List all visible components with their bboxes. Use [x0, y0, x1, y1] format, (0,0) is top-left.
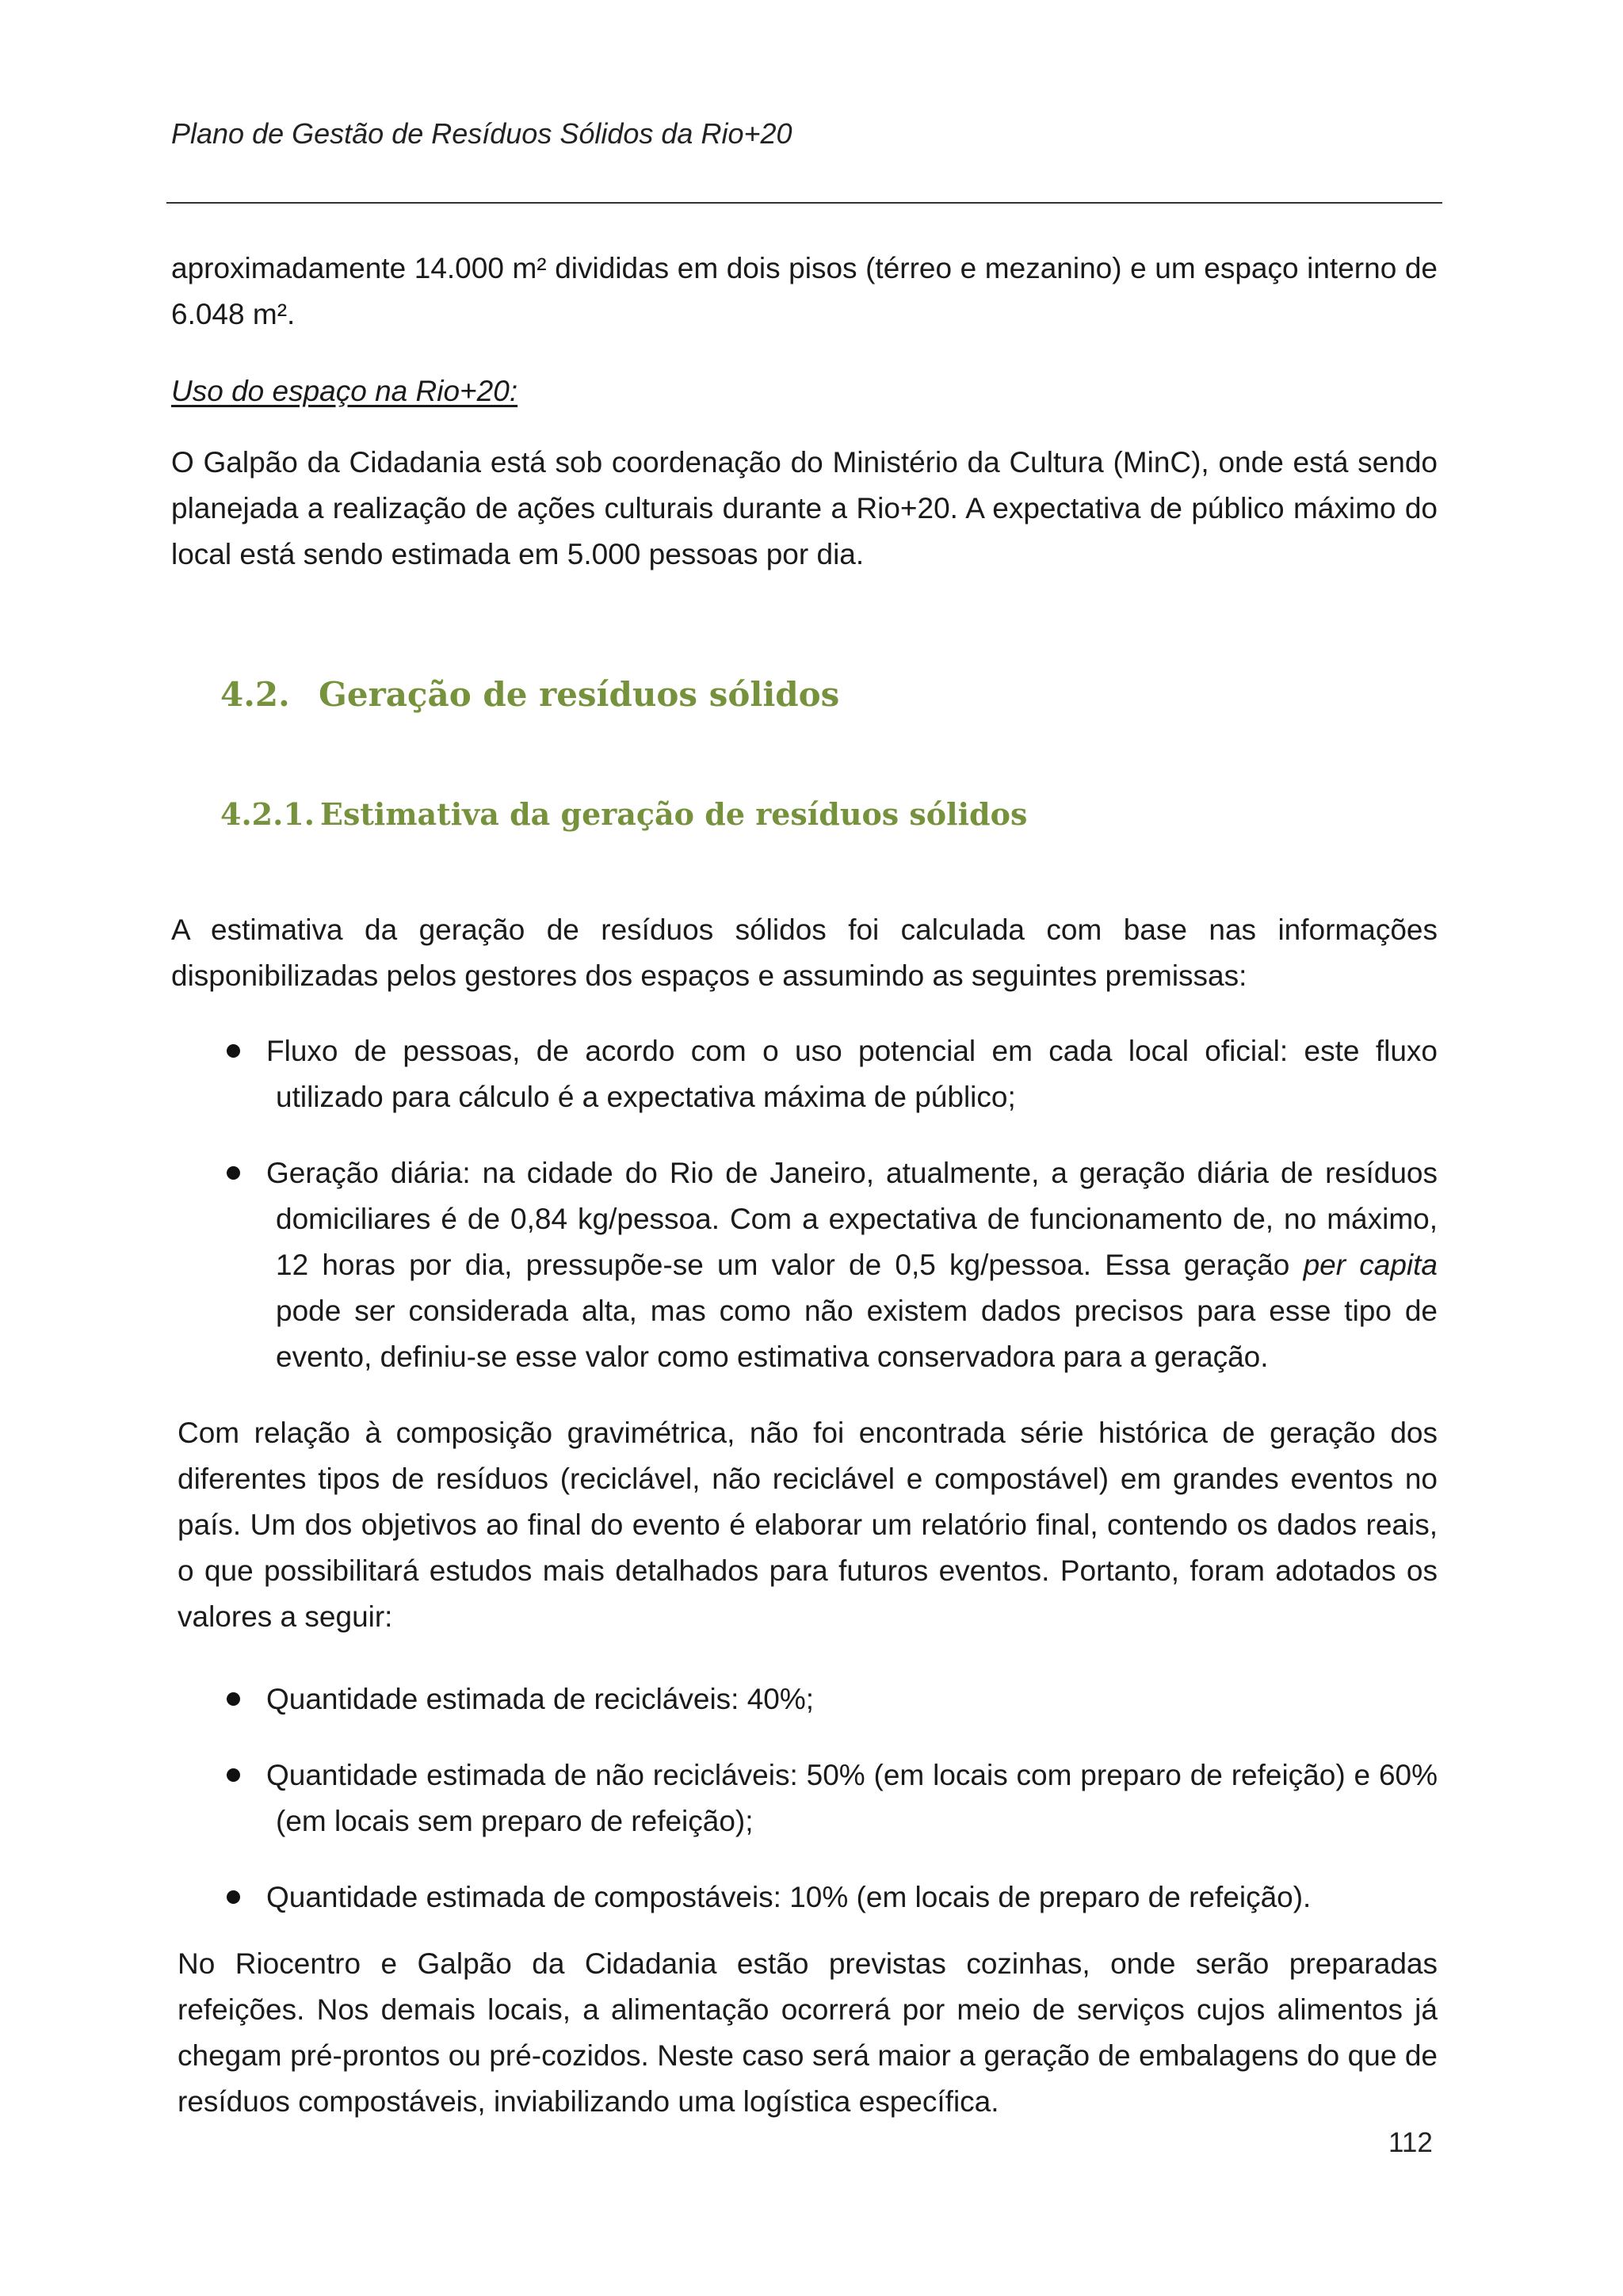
bullet-icon [227, 1890, 240, 1904]
subsection-number: 4.2.1. [220, 796, 315, 832]
composition-recyclable-text: Quantidade estimada de recicláveis: 40%; [266, 1683, 815, 1715]
bullet-icon [227, 1768, 240, 1782]
list-item [171, 1676, 1438, 1722]
premise-generation-italic: per capita [1303, 1249, 1438, 1281]
list-item [171, 1875, 1438, 1920]
paragraph-area-description: aproximadamente 14.000 m² divididas em dois pisos (térreo e mezanino) e um espaço interno de 6.048 m². [171, 252, 1438, 330]
list-item [171, 1150, 1438, 1380]
subtitle-uso-do-espaco [171, 368, 1438, 414]
paragraph-estimativa-intro: A estimativa da geração de resíduos sólidos foi calculada com base nas informações disponibilizadas pelos gestores dos espaços e assumindo as seguintes premissas: [171, 913, 1438, 992]
page-number: 112 [1388, 2127, 1433, 2158]
subsection-title: Estimativa da geração de resíduos sólidos [320, 796, 1028, 832]
section-title: Geração de resíduos sólidos [319, 675, 840, 714]
premise-generation-text-a: Geração diária: na cidade do Rio de Janeiro, atualmente, a geração diária de resíduos domiciliares é de 0,84 kg/pessoa. Com a expectativa de funcionamento de, no máximo, 12 horas por dia, pressupõe-se um valor de 0,5 kg/pessoa. Essa geração [266, 1157, 1438, 1281]
premises-list [171, 1028, 1438, 1380]
composition-compostable-text: Quantidade estimada de compostáveis: 10% (em locais de preparo de refeição). [266, 1881, 1312, 1913]
bullet-icon [227, 1044, 240, 1058]
premise-flow-text: Fluxo de pessoas, de acordo com o uso potencial em cada local oficial: este fluxo utilizado para cálculo é a expectativa máxima de público; [266, 1035, 1438, 1113]
composition-list [171, 1676, 1438, 1920]
section-heading-4-2 [220, 675, 839, 714]
subsection-heading-4-2-1 [220, 796, 1027, 832]
header-divider [166, 202, 1442, 204]
list-item [171, 1028, 1438, 1120]
running-header: Plano de Gestão de Resíduos Sólidos da Rio+20 [171, 117, 792, 150]
paragraph-cozinhas: No Riocentro e Galpão da Cidadania estão previstas cozinhas, onde serão preparadas refeições. Nos demais locais, a alimentação ocorrerá por meio de serviços cujos alimentos já chegam pré-prontos ou pré-cozidos. Neste caso será maior a geração de embalagens do que de resíduos compostáveis, inviabilizando uma logística específica. [178, 1947, 1438, 2118]
subtitle-uso-do-espaco-text: Uso do espaço na Rio+20: [171, 375, 518, 407]
paragraph-composicao-gravimetrica: Com relação à composição gravimétrica, não foi encontrada série histórica de geração dos diferentes tipos de resíduos (reciclável, não reciclável e compostável) em grandes eventos no país. Um dos objetivos ao final do evento é elaborar um relatório final, contendo os dados reais, o que possibilitará estudos mais detalhados para futuros eventos. Portanto, foram adotados os valores a seguir: [178, 1417, 1438, 1633]
composition-nonrecyclable-text: Quantidade estimada de não recicláveis: 50% (em locais com preparo de refeição) e 60% (em locais sem preparo de refeição); [266, 1759, 1438, 1837]
bullet-icon [227, 1166, 240, 1180]
bullet-icon [227, 1692, 240, 1706]
list-item [171, 1753, 1438, 1844]
premise-generation-text-b: pode ser considerada alta, mas como não existem dados precisos para esse tipo de evento, definiu-se esse valor como estimativa conservadora para a geração. [276, 1295, 1438, 1373]
paragraph-galpao-cidadania: O Galpão da Cidadania está sob coordenação do Ministério da Cultura (MinC), onde está sendo planejada a realização de ações culturais durante a Rio+20. A expectativa de público máximo do local está sendo estimada em 5.000 pessoas por dia. [171, 446, 1438, 570]
section-number: 4.2. [220, 675, 290, 714]
